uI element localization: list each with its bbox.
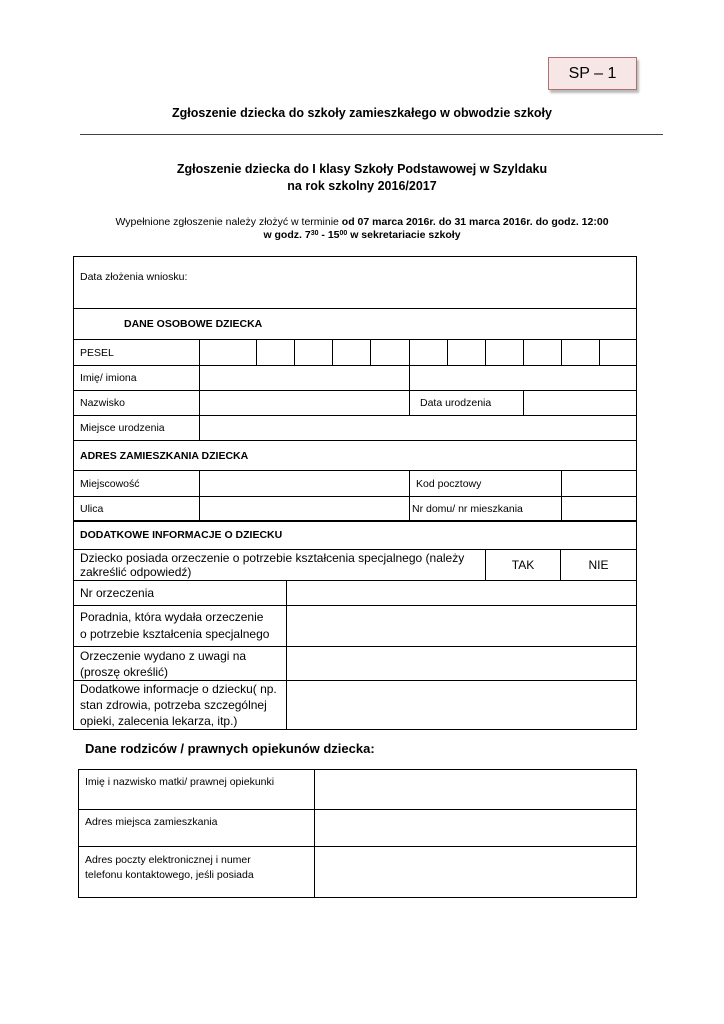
child-form-table bbox=[73, 256, 637, 522]
reason-field[interactable] bbox=[287, 647, 637, 681]
reason-label: Orzeczenie wydano z uwagi na (proszę określić) bbox=[74, 647, 287, 681]
pesel-digit-3[interactable] bbox=[295, 340, 333, 366]
parents-table bbox=[78, 769, 637, 898]
pesel-label: PESEL bbox=[74, 340, 200, 366]
pesel-digit-4[interactable] bbox=[333, 340, 371, 366]
birth-date-field[interactable] bbox=[524, 391, 637, 416]
clinic-field[interactable] bbox=[287, 606, 637, 647]
address-label: Adres miejsca zamieszkania bbox=[79, 810, 315, 847]
pesel-digit-5[interactable] bbox=[371, 340, 410, 366]
first-names-label: Imię/ imiona bbox=[74, 366, 200, 391]
note-hours-sup2: 00 bbox=[339, 230, 348, 237]
special-needs-yes[interactable]: TAK bbox=[486, 550, 561, 581]
birth-date-label: Data urodzenia bbox=[410, 391, 524, 416]
note-date-range: 7 marca 2016r. do 31 marca 2016r. do godz. 12:00 bbox=[363, 216, 609, 228]
surname-field[interactable] bbox=[200, 391, 410, 416]
pesel-digit-10[interactable] bbox=[562, 340, 600, 366]
document-subtitle bbox=[0, 161, 724, 195]
extra-info-label: Dodatkowe informacje o dziecku( np. stan zdrowia, potrzeba szczególnej opieki, zalecenia lekarza, itp.) bbox=[74, 681, 287, 730]
extra-info-field[interactable] bbox=[287, 681, 637, 730]
contact-field[interactable] bbox=[315, 847, 637, 898]
address-field[interactable] bbox=[315, 810, 637, 847]
submission-note bbox=[0, 216, 724, 242]
birth-place-label: Miejsce urodzenia bbox=[74, 416, 200, 441]
decision-no-field[interactable] bbox=[287, 581, 637, 606]
special-needs-no[interactable]: NIE bbox=[561, 550, 637, 581]
decision-no-label: Nr orzeczenia bbox=[74, 581, 287, 606]
additional-info-table bbox=[73, 520, 637, 730]
first-names-field-2[interactable] bbox=[410, 366, 637, 391]
document-title: Zgłoszenie dziecka do szkoły zamieszkałego w obwodzie szkoły bbox=[172, 106, 552, 120]
subtitle-line-2: na rok szkolny 2016/2017 bbox=[287, 179, 437, 193]
note-text: Wypełnione zgłoszenie należy złożyć w terminie bbox=[115, 216, 342, 228]
mother-name-field[interactable] bbox=[315, 770, 637, 810]
clinic-label: Poradnia, która wydała orzeczenie o potrzebie kształcenia specjalnego bbox=[74, 606, 287, 647]
pesel-digit-1[interactable] bbox=[200, 340, 257, 366]
street-label: Ulica bbox=[74, 497, 200, 522]
pesel-digit-7[interactable] bbox=[448, 340, 486, 366]
note-hours-end: - 15 bbox=[318, 229, 340, 241]
pesel-row bbox=[74, 340, 637, 366]
first-names-field[interactable] bbox=[200, 366, 410, 391]
postal-code-label: Kod pocztowy bbox=[410, 471, 562, 497]
form-code-badge: SP – 1 bbox=[548, 57, 637, 90]
surname-label: Nazwisko bbox=[74, 391, 200, 416]
note-place: w sekretariacie szkoły bbox=[347, 229, 461, 241]
birth-place-field[interactable] bbox=[200, 416, 637, 441]
postal-code-field[interactable] bbox=[562, 471, 637, 497]
pesel-digit-9[interactable] bbox=[524, 340, 562, 366]
parents-section-title: Dane rodziców / prawnych opiekunów dziecka: bbox=[85, 741, 375, 756]
house-no-field[interactable] bbox=[562, 497, 637, 522]
city-field[interactable] bbox=[200, 471, 410, 497]
section-personal-data: DANE OSOBOWE DZIECKA bbox=[74, 309, 637, 340]
pesel-digit-6[interactable] bbox=[410, 340, 448, 366]
pesel-digit-11[interactable] bbox=[600, 340, 637, 366]
house-no-label: Nr domu/ nr mieszkania bbox=[410, 497, 562, 522]
divider bbox=[80, 134, 663, 135]
section-address: ADRES ZAMIESZKANIA DZIECKA bbox=[74, 441, 637, 471]
note-date-start: od 0 bbox=[341, 216, 364, 228]
note-hours-sup1: 30 bbox=[310, 230, 319, 237]
special-needs-label: Dziecko posiada orzeczenie o potrzebie kształcenia specjalnego (należy zakreślić odpowiedź) bbox=[74, 550, 486, 581]
pesel-digit-8[interactable] bbox=[486, 340, 524, 366]
submission-date-label: Data złożenia wniosku: bbox=[80, 271, 188, 283]
subtitle-line-1: Zgłoszenie dziecka do I klasy Szkoły Podstawowej w Szyldaku bbox=[176, 162, 548, 176]
mother-name-label: Imię i nazwisko matki/ prawnej opiekunki bbox=[79, 770, 315, 810]
street-field[interactable] bbox=[200, 497, 410, 522]
submission-date-field[interactable] bbox=[74, 257, 637, 309]
note-hours-start: w godz. 7 bbox=[263, 229, 311, 241]
pesel-digit-2[interactable] bbox=[257, 340, 295, 366]
city-label: Miejscowość bbox=[74, 471, 200, 497]
contact-label: Adres poczty elektronicznej i numer telefonu kontaktowego, jeśli posiada bbox=[79, 847, 315, 898]
section-additional: DODATKOWE INFORMACJE O DZIECKU bbox=[74, 521, 637, 550]
